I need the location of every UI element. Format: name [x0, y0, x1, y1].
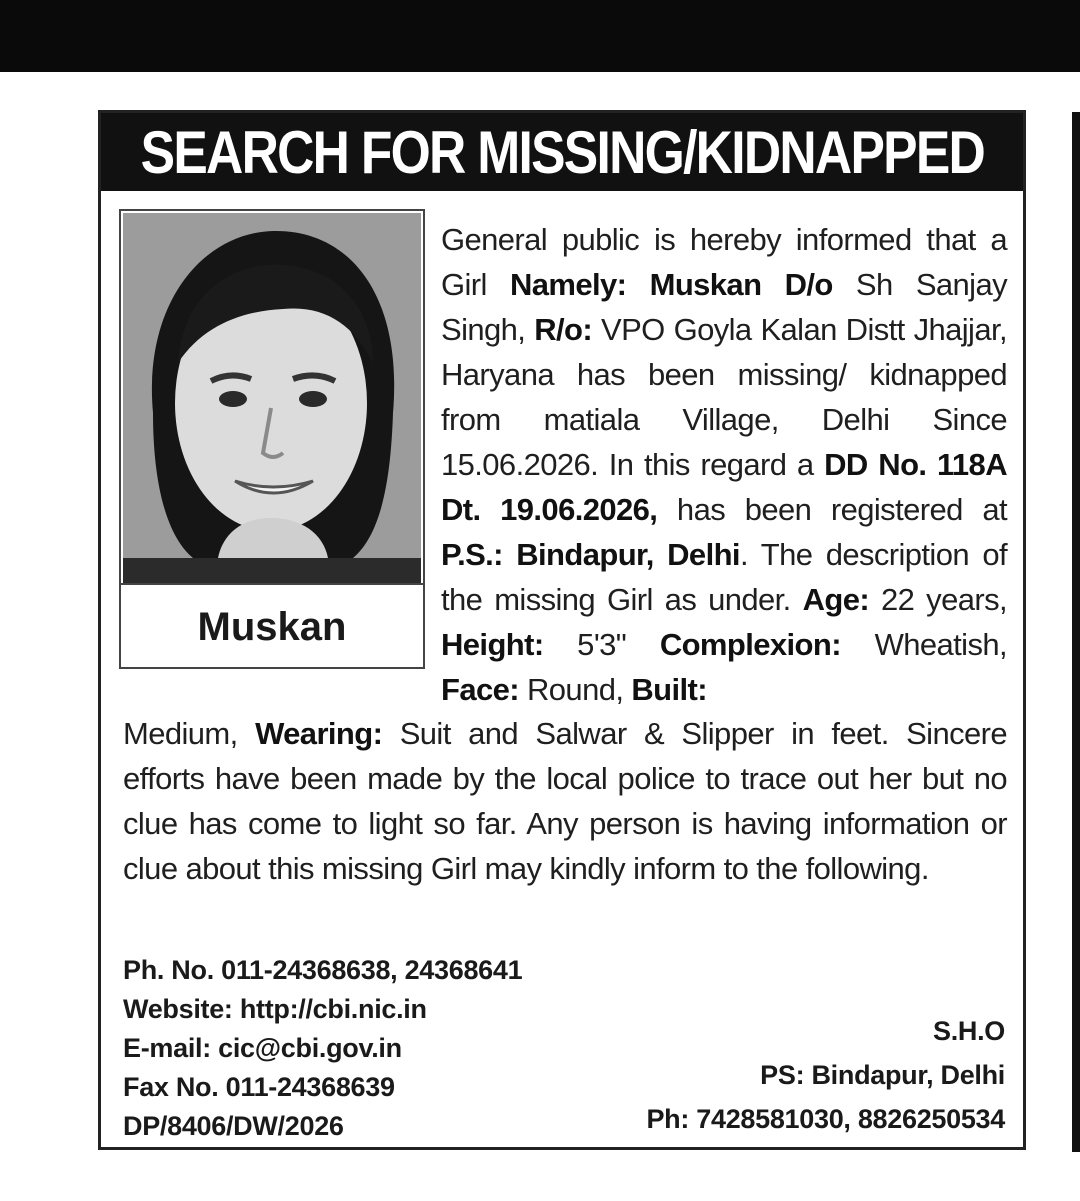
sho-phone: Ph: 7428581030, 8826250534 [646, 1104, 1005, 1134]
reference-code: DP/8406/DW/2026 [123, 1111, 344, 1141]
notice-body-upper: General public is hereby informed that a Girl Namely: Muskan D/o Sh Sanjay Singh, R/o: VPO Goyla Kalan Distt Jhajjar, Haryana has been missing/ kidnapped from matiala Village, Delhi Since 15.06.2026. In this regard a DD No. 118A Dt. 19.06.2026, has been registered at P.S.: Bindapur, Delhi. The description of the missing Girl as under. Age: 22 years, Height: 5'3" Complexion: Wheatish, Face: Round, Built: [441, 222, 1008, 707]
phone-numbers: Ph. No. 011-24368638, 24368641 [123, 955, 523, 985]
notice-body-lower: Medium, Wearing: Suit and Salwar & Slipper in feet. Sincere efforts have been made by the local police to trace out her but no clue has come to light so far. Any person is having information or clue about this missing Girl may kindly inform to the following. [123, 716, 1008, 886]
fax-number: Fax No. 011-24368639 [123, 1072, 395, 1102]
photo-frame [119, 209, 425, 669]
notice-title-banner [101, 113, 1023, 191]
website: Website: http://cbi.nic.in [123, 994, 427, 1024]
contact-details [123, 951, 522, 1146]
top-black-bar [0, 0, 1080, 72]
missing-person-notice [98, 110, 1026, 1150]
portrait-image [123, 213, 421, 583]
sho-title: S.H.O [932, 1016, 1005, 1046]
sho-contact [646, 1009, 1005, 1141]
missing-person-photo [123, 213, 421, 583]
notice-title: SEARCH FOR MISSING/KIDNAPPED [140, 118, 984, 186]
adjacent-column-border [1072, 112, 1080, 1152]
photo-caption: Muskan [121, 583, 423, 669]
email: E-mail: cic@cbi.gov.in [123, 1033, 402, 1063]
police-station: PS: Bindapur, Delhi [760, 1060, 1005, 1090]
